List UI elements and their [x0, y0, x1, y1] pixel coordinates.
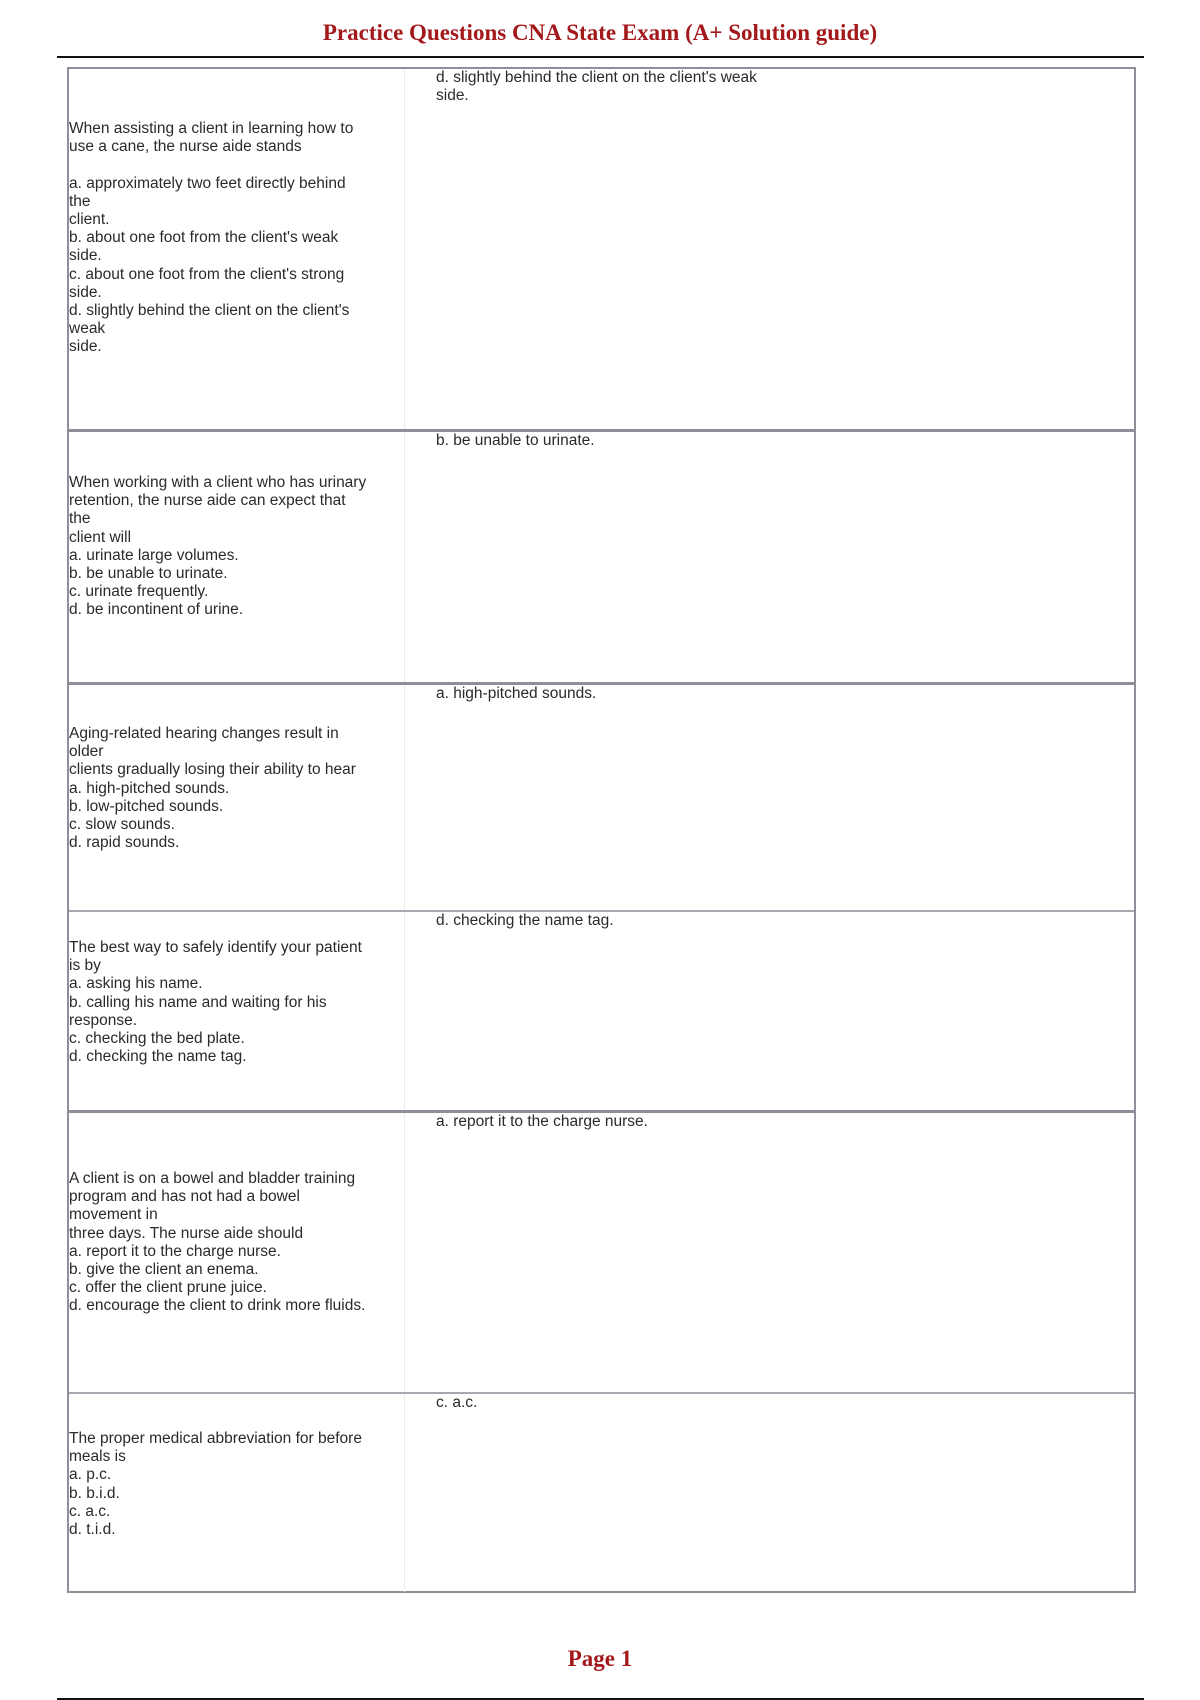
column-divider	[404, 432, 405, 682]
page-number: Page 1	[567, 1646, 633, 1671]
answer-text: d. checking the name tag.	[436, 912, 614, 929]
qa-table	[67, 67, 1136, 1593]
qa-row	[69, 1392, 1134, 1592]
question-text: A client is on a bowel and bladder training program and has not had a bowel movement in three days. The nurse aide should a. report it to the charge nurse. b. give the client an enema. c. offer the client prune juice. d. encourage the client to drink more fluids.	[69, 1170, 366, 1315]
qa-row	[69, 682, 1134, 910]
answer-text: b. be unable to urinate.	[436, 432, 595, 449]
answer-text: c. a.c.	[436, 1394, 478, 1411]
header-rule	[57, 56, 1144, 58]
column-divider	[404, 685, 405, 910]
question-text: When assisting a client in learning how to use a cane, the nurse aide stands a. approximately two feet directly behind the client. b. about one foot from the client's weak side. c. about one foot from the client's strong side. d. slightly behind the client on the client's weak side.	[69, 120, 354, 356]
qa-row	[69, 1110, 1134, 1392]
column-divider	[404, 912, 405, 1110]
column-divider	[404, 69, 405, 429]
qa-row	[69, 429, 1134, 682]
column-divider	[404, 1113, 405, 1392]
question-text: Aging-related hearing changes result in older clients gradually losing their ability to hear a. high-pitched sounds. b. low-pitched sounds. c. slow sounds. d. rapid sounds.	[69, 725, 356, 852]
question-text: The best way to safely identify your patient is by a. asking his name. b. calling his name and waiting for his response. c. checking the bed plate. d. checking the name tag.	[69, 939, 362, 1066]
answer-text: a. high-pitched sounds.	[436, 685, 597, 702]
answer-text: a. report it to the charge nurse.	[436, 1113, 648, 1130]
column-divider	[404, 1394, 405, 1592]
question-text: The proper medical abbreviation for before meals is a. p.c. b. b.i.d. c. a.c. d. t.i.d.	[69, 1430, 362, 1539]
qa-row	[69, 910, 1134, 1110]
answer-text: d. slightly behind the client on the client's weak side.	[436, 69, 757, 105]
question-text: When working with a client who has urinary retention, the nurse aide can expect that the client will a. urinate large volumes. b. be unable to urinate. c. urinate frequently. d. be incontinent of urine.	[69, 474, 367, 619]
page-title: Practice Questions CNA State Exam (A+ Solution guide)	[322, 20, 878, 45]
qa-row	[69, 69, 1134, 429]
